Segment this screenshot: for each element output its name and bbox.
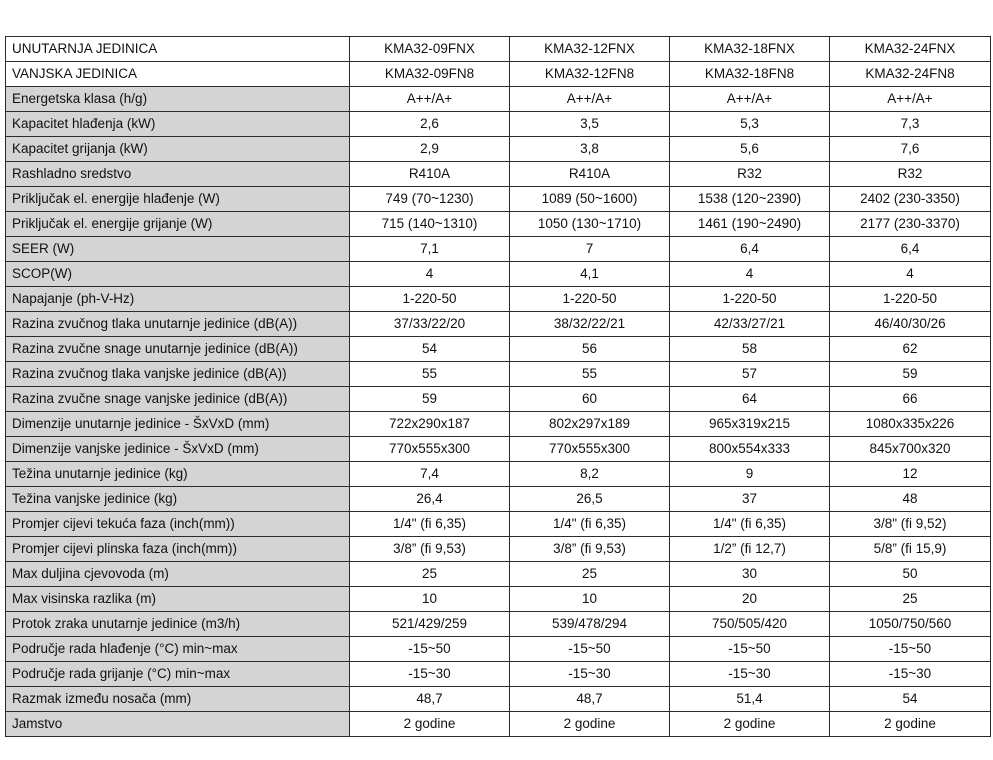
table-cell: 5,6 — [670, 137, 830, 162]
header-row — [6, 62, 991, 87]
table-cell: 6,4 — [670, 237, 830, 262]
table-cell: 54 — [350, 337, 510, 362]
table-cell: 7 — [510, 237, 670, 262]
row-label: Područje rada hlađenje (°C) min~max — [6, 637, 350, 662]
table-cell: 1050 (130~1710) — [510, 212, 670, 237]
table-cell: 7,4 — [350, 462, 510, 487]
table-cell: A++/A+ — [350, 87, 510, 112]
table-cell: 539/478/294 — [510, 612, 670, 637]
table-cell: 50 — [830, 562, 991, 587]
table-row — [6, 287, 991, 312]
table-cell: 1-220-50 — [510, 287, 670, 312]
table-row — [6, 612, 991, 637]
table-row — [6, 587, 991, 612]
table-cell: R410A — [350, 162, 510, 187]
table-row — [6, 137, 991, 162]
table-row — [6, 712, 991, 737]
row-label: Promjer cijevi plinska faza (inch(mm)) — [6, 537, 350, 562]
table-cell: 7,1 — [350, 237, 510, 262]
table-cell: R32 — [830, 162, 991, 187]
table-row — [6, 662, 991, 687]
table-cell: 3,8 — [510, 137, 670, 162]
table-cell: 770x555x300 — [350, 437, 510, 462]
row-label: SCOP(W) — [6, 262, 350, 287]
table-cell: 48 — [830, 487, 991, 512]
table-cell: 59 — [350, 387, 510, 412]
table-cell: 1/4" (fi 6,35) — [350, 512, 510, 537]
table-cell: 4 — [670, 262, 830, 287]
table-cell: KMA32-18FNX — [670, 37, 830, 62]
row-label: Razina zvučne snage unutarnje jedinice (dB(A)) — [6, 337, 350, 362]
table-cell: 1/4" (fi 6,35) — [670, 512, 830, 537]
table-cell: 1538 (120~2390) — [670, 187, 830, 212]
row-label: Kapacitet hlađenja (kW) — [6, 112, 350, 137]
table-cell: 4 — [350, 262, 510, 287]
table-cell: KMA32-09FNX — [350, 37, 510, 62]
table-cell: 56 — [510, 337, 670, 362]
table-cell: 1-220-50 — [830, 287, 991, 312]
spec-table-body — [6, 37, 991, 737]
table-cell: -15~30 — [510, 662, 670, 687]
table-cell: KMA32-18FN8 — [670, 62, 830, 87]
table-cell: 48,7 — [510, 687, 670, 712]
table-cell: 66 — [830, 387, 991, 412]
table-cell: KMA32-12FN8 — [510, 62, 670, 87]
table-cell: KMA32-12FNX — [510, 37, 670, 62]
table-cell: -15~50 — [350, 637, 510, 662]
table-cell: 46/40/30/26 — [830, 312, 991, 337]
table-cell: 26,4 — [350, 487, 510, 512]
table-cell: 3/8” (fi 9,53) — [350, 537, 510, 562]
table-cell: A++/A+ — [670, 87, 830, 112]
table-cell: 722x290x187 — [350, 412, 510, 437]
table-cell: 38/32/22/21 — [510, 312, 670, 337]
row-label: Kapacitet grijanja (kW) — [6, 137, 350, 162]
table-cell: 2 godine — [350, 712, 510, 737]
table-cell: 62 — [830, 337, 991, 362]
table-cell: 749 (70~1230) — [350, 187, 510, 212]
table-cell: 7,3 — [830, 112, 991, 137]
table-cell: 1080x335x226 — [830, 412, 991, 437]
row-label: Razina zvučnog tlaka vanjske jedinice (dB(A)) — [6, 362, 350, 387]
table-cell: 55 — [510, 362, 670, 387]
table-row — [6, 237, 991, 262]
row-label: Priključak el. energije grijanje (W) — [6, 212, 350, 237]
table-cell: 64 — [670, 387, 830, 412]
table-cell: 7,6 — [830, 137, 991, 162]
table-row — [6, 487, 991, 512]
table-cell: -15~30 — [830, 662, 991, 687]
row-label: UNUTARNJA JEDINICA — [6, 37, 350, 62]
table-cell: 30 — [670, 562, 830, 587]
table-cell: 2,6 — [350, 112, 510, 137]
table-cell: -15~50 — [670, 637, 830, 662]
table-cell: -15~50 — [510, 637, 670, 662]
table-cell: 20 — [670, 587, 830, 612]
table-cell: 1/2” (fi 12,7) — [670, 537, 830, 562]
table-cell: 10 — [350, 587, 510, 612]
table-row — [6, 337, 991, 362]
table-row — [6, 562, 991, 587]
table-cell: 1050/750/560 — [830, 612, 991, 637]
table-cell: 42/33/27/21 — [670, 312, 830, 337]
table-cell: 12 — [830, 462, 991, 487]
table-cell: 37/33/22/20 — [350, 312, 510, 337]
table-cell: 2 godine — [830, 712, 991, 737]
table-cell: 2 godine — [670, 712, 830, 737]
table-cell: 25 — [510, 562, 670, 587]
table-cell: A++/A+ — [510, 87, 670, 112]
table-cell: 57 — [670, 362, 830, 387]
table-cell: 55 — [350, 362, 510, 387]
spec-table — [5, 36, 991, 737]
table-cell: 715 (140~1310) — [350, 212, 510, 237]
table-cell: 9 — [670, 462, 830, 487]
row-label: SEER (W) — [6, 237, 350, 262]
table-cell: 59 — [830, 362, 991, 387]
header-row — [6, 37, 991, 62]
row-label: Priključak el. energije hlađenje (W) — [6, 187, 350, 212]
table-cell: R32 — [670, 162, 830, 187]
table-cell: 3/8" (fi 9,52) — [830, 512, 991, 537]
table-row — [6, 462, 991, 487]
table-cell: -15~30 — [670, 662, 830, 687]
table-cell: KMA32-24FN8 — [830, 62, 991, 87]
row-label: Razina zvučnog tlaka unutarnje jedinice (dB(A)) — [6, 312, 350, 337]
table-cell: 10 — [510, 587, 670, 612]
table-row — [6, 187, 991, 212]
row-label: Max visinska razlika (m) — [6, 587, 350, 612]
table-row — [6, 437, 991, 462]
table-cell: A++/A+ — [830, 87, 991, 112]
table-row — [6, 637, 991, 662]
table-cell: 54 — [830, 687, 991, 712]
table-cell: 3/8” (fi 9,53) — [510, 537, 670, 562]
row-label: Rashladno sredstvo — [6, 162, 350, 187]
table-cell: 6,4 — [830, 237, 991, 262]
table-cell: 1461 (190~2490) — [670, 212, 830, 237]
row-label: VANJSKA JEDINICA — [6, 62, 350, 87]
table-row — [6, 412, 991, 437]
table-cell: 26,5 — [510, 487, 670, 512]
table-cell: 5/8” (fi 15,9) — [830, 537, 991, 562]
table-row — [6, 212, 991, 237]
table-cell: 2177 (230-3370) — [830, 212, 991, 237]
row-label: Težina vanjske jedinice (kg) — [6, 487, 350, 512]
table-cell: KMA32-09FN8 — [350, 62, 510, 87]
row-label: Napajanje (ph-V-Hz) — [6, 287, 350, 312]
table-cell: 802x297x189 — [510, 412, 670, 437]
table-cell: 4 — [830, 262, 991, 287]
row-label: Promjer cijevi tekuća faza (inch(mm)) — [6, 512, 350, 537]
table-cell: KMA32-24FNX — [830, 37, 991, 62]
row-label: Protok zraka unutarnje jedinice (m3/h) — [6, 612, 350, 637]
table-cell: 48,7 — [350, 687, 510, 712]
table-cell: 60 — [510, 387, 670, 412]
table-cell: 2,9 — [350, 137, 510, 162]
row-label: Jamstvo — [6, 712, 350, 737]
table-row — [6, 112, 991, 137]
row-label: Težina unutarnje jedinice (kg) — [6, 462, 350, 487]
table-cell: 51,4 — [670, 687, 830, 712]
row-label: Dimenzije vanjske jedinice - ŠxVxD (mm) — [6, 437, 350, 462]
table-cell: 37 — [670, 487, 830, 512]
row-label: Dimenzije unutarnje jedinice - ŠxVxD (mm) — [6, 412, 350, 437]
table-cell: -15~30 — [350, 662, 510, 687]
table-row — [6, 537, 991, 562]
table-cell: 845x700x320 — [830, 437, 991, 462]
table-cell: 5,3 — [670, 112, 830, 137]
table-cell: 800x554x333 — [670, 437, 830, 462]
table-cell: 8,2 — [510, 462, 670, 487]
table-cell: 1-220-50 — [350, 287, 510, 312]
table-cell: 1/4" (fi 6,35) — [510, 512, 670, 537]
table-cell: 521/429/259 — [350, 612, 510, 637]
table-cell: 25 — [350, 562, 510, 587]
row-label: Razina zvučne snage vanjske jedinice (dB(A)) — [6, 387, 350, 412]
table-cell: 4,1 — [510, 262, 670, 287]
table-cell: 58 — [670, 337, 830, 362]
row-label: Područje rada grijanje (°C) min~max — [6, 662, 350, 687]
table-row — [6, 512, 991, 537]
row-label: Energetska klasa (h/g) — [6, 87, 350, 112]
table-row — [6, 387, 991, 412]
table-cell: 965x319x215 — [670, 412, 830, 437]
row-label: Max duljina cjevovoda (m) — [6, 562, 350, 587]
table-cell: 2402 (230-3350) — [830, 187, 991, 212]
table-cell: 2 godine — [510, 712, 670, 737]
table-cell: 750/505/420 — [670, 612, 830, 637]
table-cell: 3,5 — [510, 112, 670, 137]
row-label: Razmak između nosača (mm) — [6, 687, 350, 712]
table-cell: 770x555x300 — [510, 437, 670, 462]
table-row — [6, 87, 991, 112]
table-row — [6, 687, 991, 712]
table-cell: 1089 (50~1600) — [510, 187, 670, 212]
table-cell: 1-220-50 — [670, 287, 830, 312]
table-row — [6, 262, 991, 287]
table-row — [6, 312, 991, 337]
table-cell: R410A — [510, 162, 670, 187]
table-row — [6, 362, 991, 387]
table-row — [6, 162, 991, 187]
table-cell: -15~50 — [830, 637, 991, 662]
table-cell: 25 — [830, 587, 991, 612]
